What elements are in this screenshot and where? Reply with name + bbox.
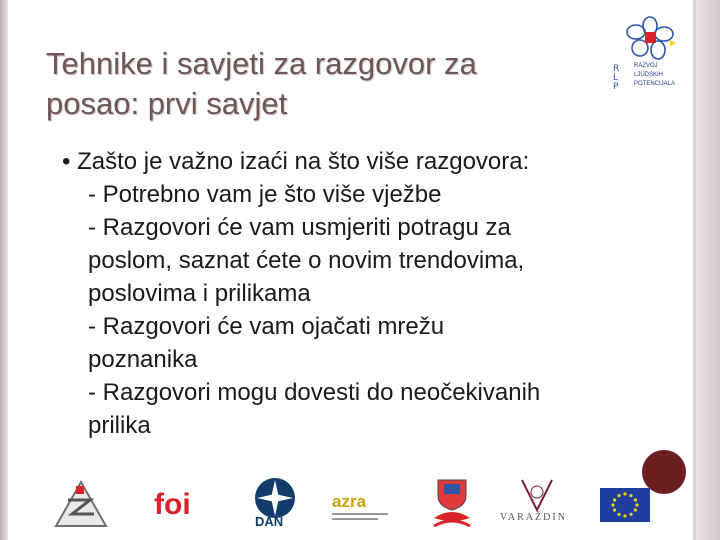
svg-text:L: L xyxy=(613,73,619,83)
left-frame-border xyxy=(0,0,8,540)
varazdin-v-emblem-icon xyxy=(512,478,562,512)
azra-logo-text: azra xyxy=(332,492,367,511)
body-line: prilika xyxy=(88,412,151,439)
eu-flag-icon xyxy=(600,488,650,522)
svg-text:R: R xyxy=(613,64,620,74)
body-line: - Razgovori će vam usmjeriti potragu za xyxy=(88,214,511,241)
title-line-1: Tehnike i savjeti za razgovor za xyxy=(46,46,477,81)
partner-logos-row xyxy=(48,474,660,534)
razvoj-ljudskih-potencijala-logo xyxy=(612,14,692,90)
right-frame-border xyxy=(693,0,720,540)
varazdin-county-crest-icon xyxy=(432,478,472,532)
bullet-heading: • Zašto je važno izaći na što više razgovora: xyxy=(62,148,530,175)
svg-text:P: P xyxy=(613,82,619,90)
body-line: - Potrebno vam je što više vježbe xyxy=(88,181,442,208)
logo-text-razvoj: RAZVOJ xyxy=(634,63,658,69)
varazdin-logo-text: VARAŽDIN xyxy=(500,512,567,523)
slide-body xyxy=(62,145,690,442)
title-line-2: posao: prvi savjet xyxy=(46,86,288,121)
azra-subtitle-icon xyxy=(332,512,390,522)
body-line: poslovima i prilikama xyxy=(88,280,311,307)
rlp-letters-icon xyxy=(612,62,634,90)
logo-text-ljudskih: LJUDSKIH xyxy=(634,72,664,78)
body-line: - Razgovori mogu dovesti do neočekivanih xyxy=(88,379,541,406)
flower-icon xyxy=(620,14,680,66)
body-line: - Razgovori će vam ojačati mrežu xyxy=(88,313,445,340)
logo-text-potencijala: POTENCIJALA xyxy=(634,81,676,87)
zzz-logo-icon xyxy=(54,480,108,530)
dan-logo-text: DAN xyxy=(255,514,284,529)
body-line: poslom, saznat ćete o novim trendovima, xyxy=(88,247,525,274)
body-line: poznanika xyxy=(88,346,198,373)
slide-title xyxy=(46,44,606,124)
foi-logo: foi xyxy=(154,488,191,521)
